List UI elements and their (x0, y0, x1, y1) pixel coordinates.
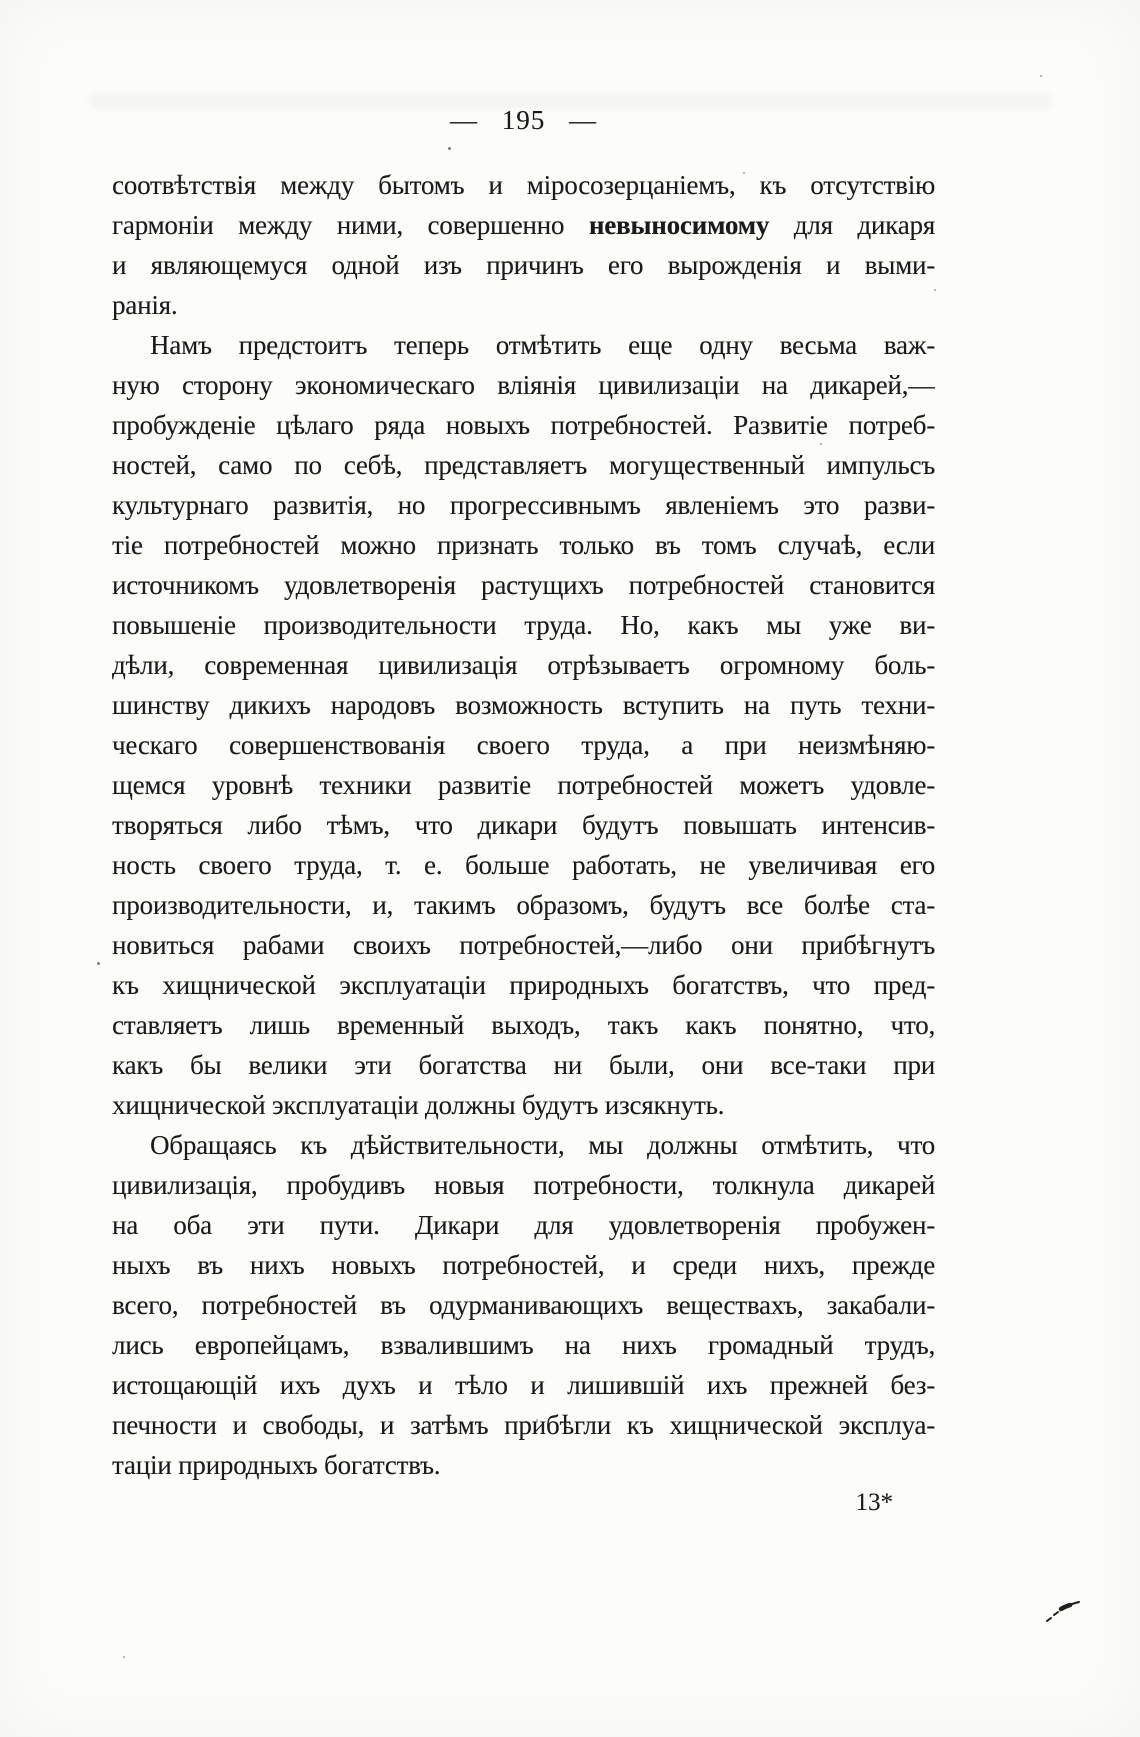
text-line: къ хищнической эксплуатаціи природныхъ богатствъ, что пред- (112, 970, 935, 1000)
text-line: повышеніе производительности труда. Но, какъ мы уже ви- (112, 610, 935, 640)
text-line: ную сторону экономическаго вліянія цивилизаціи на дикарей,— (112, 370, 935, 400)
signature-mark: 13* (855, 1489, 893, 1516)
text-line: всего, потребностей въ одурманивающихъ веществахъ, закабали- (112, 1290, 935, 1320)
text-line: гармоніи между ними, совершенно невыносимому для дикаря (112, 210, 935, 240)
page-number: — 195 — (450, 105, 597, 135)
scan-speck (934, 289, 936, 291)
text-line: производительности, и, такимъ образомъ, будутъ все болѣе ста- (112, 890, 935, 920)
text-line: печности и свободы, и затѣмъ прибѣгли къ хищнической эксплуа- (112, 1410, 935, 1440)
text-line: ческаго совершенствованія своего труда, а при неизмѣняю- (112, 730, 935, 760)
text-line: шинству дикихъ народовъ возможность вступить на путь техни- (112, 690, 935, 720)
text-line: соотвѣтствія между бытомъ и міросозерцаніемъ, къ отсутствію (112, 170, 935, 200)
text-line: новиться рабами своихъ потребностей,—либо они прибѣгнутъ (112, 930, 935, 960)
text-line: на оба эти пути. Дикари для удовлетворенія пробужен- (112, 1210, 935, 1240)
text-line: хищнической эксплуатаціи должны будутъ изсякнуть. (112, 1090, 725, 1120)
text-line: тіе потребностей можно признать только въ томъ случаѣ, если (112, 530, 935, 560)
text-block (112, 165, 935, 1485)
text-line: культурнаго развитія, но прогрессивнымъ явленіемъ это разви- (112, 490, 935, 520)
text-line: Обращаясь къ дѣйствительности, мы должны отмѣтить, что (150, 1130, 935, 1160)
scan-speck (743, 172, 745, 174)
text-line: цивилизація, пробудивъ новыя потребности, толкнула дикарей (112, 1170, 935, 1200)
text-line: таціи природныхъ богатствъ. (112, 1450, 441, 1480)
text-line: ранія. (112, 290, 178, 320)
text-line: источникомъ удовлетворенія растущихъ потребностей становится (112, 570, 935, 600)
text-line: ностей, само по себѣ, представляетъ могущественный импульсъ (112, 450, 935, 480)
emphasized-word: невыносимому (588, 210, 770, 240)
scan-speck (97, 962, 100, 965)
scan-speck (905, 1262, 907, 1264)
text-line: истощающій ихъ духъ и тѣло и лишившій ихъ прежней без- (112, 1370, 935, 1400)
text-line: ныхъ въ нихъ новыхъ потребностей, и среди нихъ, прежде (112, 1250, 935, 1280)
text-line: пробужденіе цѣлаго ряда новыхъ потребностей. Развитіе потреб- (112, 410, 935, 440)
scan-speck (1040, 75, 1042, 77)
text-line: ставляетъ лишь временный выходъ, такъ какъ понятно, что, (112, 1010, 935, 1040)
text-line: и являющемуся одной изъ причинъ его вырожденія и выми- (112, 250, 935, 280)
text-line: дѣли, современная цивилизація отрѣзываетъ огромному боль- (112, 650, 935, 680)
text-line: ность своего труда, т. е. больше работать, не увеличивая его (112, 850, 935, 880)
text-line: щемся уровнѣ техники развитіе потребностей можетъ удовле- (112, 770, 935, 800)
text-line: Намъ предстоитъ теперь отмѣтить еще одну весьма важ- (150, 330, 935, 360)
scan-speck (536, 1419, 538, 1421)
scan-speck (123, 1656, 125, 1658)
scan-speck (820, 443, 822, 445)
pen-mark-icon (1044, 1590, 1084, 1628)
text-line: какъ бы велики эти богатства ни были, они все-таки при (112, 1050, 935, 1080)
text-line: лись европейцамъ, взвалившимъ на нихъ громадный трудъ, (112, 1330, 935, 1360)
text-line: творяться либо тѣмъ, что дикари будутъ повышать интенсив- (112, 810, 935, 840)
scan-speck (448, 147, 451, 150)
